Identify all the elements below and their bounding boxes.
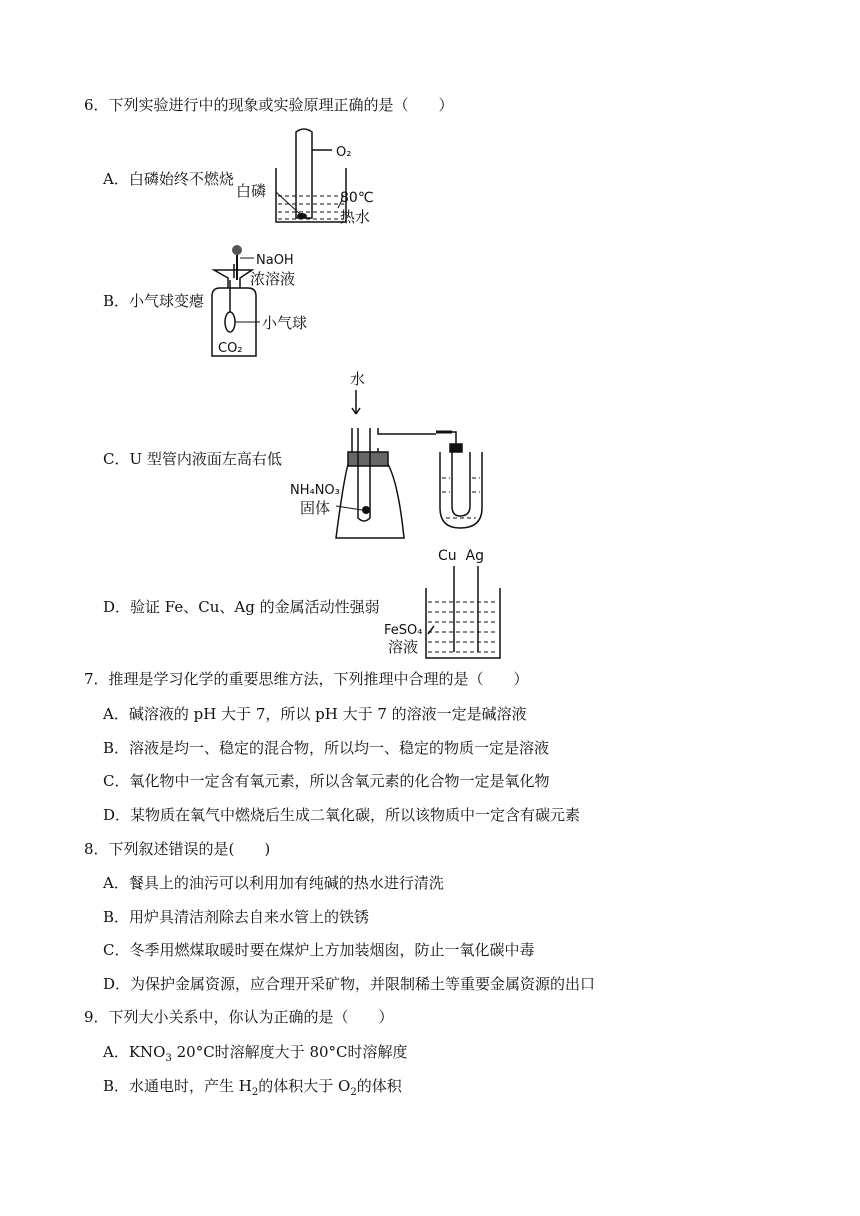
figure-a-phosphorus — [236, 126, 376, 230]
beaker — [276, 168, 346, 222]
question-7-stem: 7．推理是学习化学的重要思维方法，下列推理中合理的是（ ） — [84, 670, 529, 688]
figure-d-beaker — [382, 542, 508, 662]
label-feso4: FeSO₄ — [384, 623, 423, 638]
label-naoh: NaOH — [256, 253, 294, 268]
question-8-stem: 8．下列叙述错误的是( ) — [84, 840, 271, 858]
label-concentrated: 浓溶液 — [250, 270, 296, 288]
q7-option-a: A．碱溶液的 pH 大于 7，所以 pH 大于 7 的溶液一定是碱溶液 — [103, 705, 527, 723]
question-9-stem: 9．下列大小关系中，你认为正确的是（ ） — [84, 1008, 394, 1026]
rubber-stopper — [348, 452, 388, 466]
q7-option-d: D．某物质在氧气中燃烧后生成二氧化碳，所以该物质中一定含有碳元素 — [103, 806, 581, 824]
figure-c-u-tube — [286, 368, 502, 548]
q6-option-d: D．验证 Fe、Cu、Ag 的金属活动性强弱 — [103, 598, 380, 616]
q7-option-c: C．氧化物中一定含有氧元素，所以含氧元素的化合物一定是氧化物 — [103, 772, 550, 790]
phosphorus-piece — [297, 213, 307, 219]
q6-option-c: C．U 型管内液面左高右低 — [103, 450, 282, 468]
label-cu-ag: Cu Ag — [438, 548, 485, 564]
q9-option-b: B．水通电时，产生 $H_2$的体积大于 $O_2$的体积 — [103, 1077, 402, 1098]
figure-b-balloon — [206, 238, 316, 360]
beaker-d — [426, 588, 500, 658]
q7-option-b: B．溶液是均一、稳定的混合物，所以均一、稳定的物质一定是溶液 — [103, 739, 550, 757]
dropper-bulb — [232, 245, 242, 255]
small-balloon — [225, 312, 235, 332]
label-temperature: 80℃ — [340, 190, 374, 206]
solid-granule — [362, 506, 370, 514]
q8-option-b: B．用炉具清洁剂除去自来水管上的铁锈 — [103, 908, 370, 926]
label-solid: 固体 — [300, 499, 331, 517]
label-water: 水 — [350, 370, 366, 388]
q6-option-b: B．小气球变瘪 — [103, 292, 205, 310]
label-o2: O₂ — [336, 145, 352, 160]
label-hot-water: 热水 — [340, 208, 371, 226]
q8-option-a: A．餐具上的油污可以利用加有纯碱的热水进行清洗 — [103, 874, 444, 892]
q8-option-d: D．为保护金属资源，应合理开采矿物，并限制稀土等重要金属资源的出口 — [103, 975, 596, 993]
question-6-stem: 6．下列实验进行中的现象或实验原理正确的是（ ） — [84, 96, 454, 114]
test-tube — [296, 129, 312, 218]
label-balloon: 小气球 — [262, 314, 308, 332]
label-white-phosphorus: 白磷 — [236, 182, 267, 200]
q6-option-a: A．白磷始终不燃烧 — [103, 170, 234, 188]
label-co2: CO₂ — [218, 341, 243, 356]
q8-option-c: C．冬季用燃煤取暖时要在煤炉上方加装烟囱，防止一氧化碳中毒 — [103, 941, 535, 959]
label-solution: 溶液 — [388, 638, 419, 656]
q9-option-a: A．$KNO_3$ 20°C时溶解度大于 80°C时溶解度 — [103, 1043, 408, 1064]
label-nh4no3: NH₄NO₃ — [290, 483, 340, 498]
